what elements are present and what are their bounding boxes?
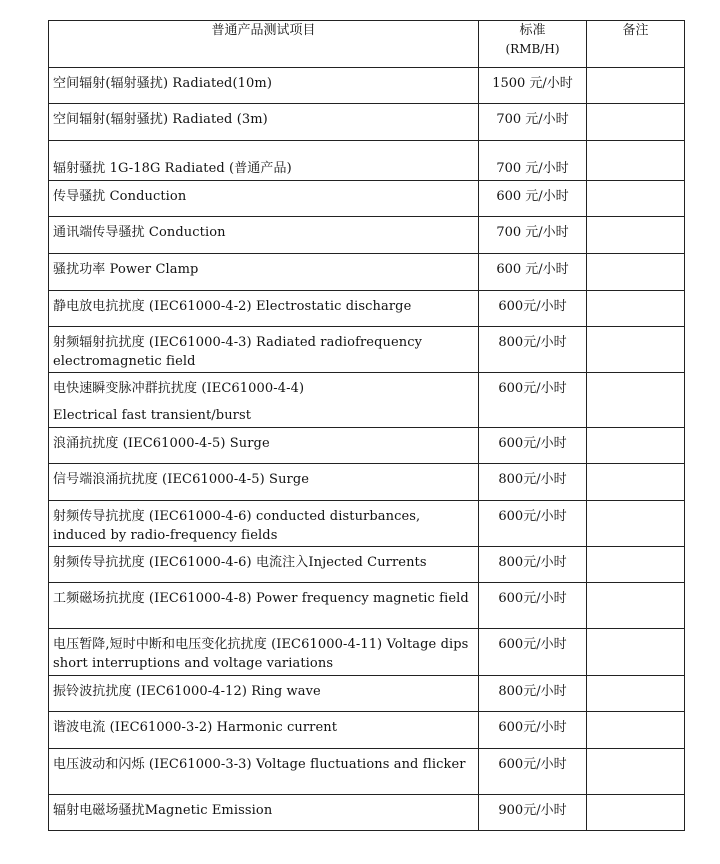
row-price: 700 元/小时 xyxy=(479,217,587,254)
row-note xyxy=(587,583,685,629)
row-note xyxy=(587,141,685,181)
table-row xyxy=(49,327,685,373)
row-price: 600 元/小时 xyxy=(479,254,587,291)
table-header-row xyxy=(49,21,685,68)
table-row xyxy=(49,373,685,428)
row-price: 600元/小时 xyxy=(479,749,587,795)
row-price: 600元/小时 xyxy=(479,583,587,629)
row-price: 1500 元/小时 xyxy=(479,68,587,104)
row-item: 传导骚扰 Conduction xyxy=(49,181,479,217)
row-price: 600元/小时 xyxy=(479,291,587,327)
header-item: 普通产品测试项目 xyxy=(49,21,479,68)
table-row xyxy=(49,428,685,464)
row-item: 骚扰功率 Power Clamp xyxy=(49,254,479,291)
row-item: 谐波电流 (IEC61000-3-2) Harmonic current xyxy=(49,712,479,749)
row-note xyxy=(587,104,685,141)
row-item: 工频磁场抗扰度 (IEC61000-4-8) Power frequency magnetic field xyxy=(49,583,479,629)
row-price: 600元/小时 xyxy=(479,629,587,676)
table-row xyxy=(49,104,685,141)
row-item: 射频传导抗扰度 (IEC61000-4-6) 电流注入Injected Currents xyxy=(49,547,479,583)
table-row xyxy=(49,501,685,547)
row-note xyxy=(587,749,685,795)
row-note xyxy=(587,291,685,327)
row-price: 700 元/小时 xyxy=(479,141,587,181)
row-note xyxy=(587,464,685,501)
table-row xyxy=(49,583,685,629)
table-row xyxy=(49,68,685,104)
row-note xyxy=(587,501,685,547)
table-row xyxy=(49,181,685,217)
row-price: 800元/小时 xyxy=(479,676,587,712)
row-note xyxy=(587,795,685,831)
row-item-line2: Electrical fast transient/burst xyxy=(53,408,252,423)
row-price: 600元/小时 xyxy=(479,712,587,749)
header-note: 备注 xyxy=(587,21,685,68)
row-item: 射频辐射抗扰度 (IEC61000-4-3) Radiated radiofrequency electromagnetic field xyxy=(49,327,479,373)
row-item xyxy=(49,373,479,428)
row-item-line1: 电快速瞬变脉冲群抗扰度 (IEC61000-4-4) xyxy=(53,381,305,396)
table-row xyxy=(49,629,685,676)
table-row xyxy=(49,749,685,795)
row-price: 600元/小时 xyxy=(479,428,587,464)
row-item: 射频传导抗扰度 (IEC61000-4-6) conducted disturbances, induced by radio-frequency fields xyxy=(49,501,479,547)
row-price: 900元/小时 xyxy=(479,795,587,831)
test-price-table xyxy=(48,20,685,831)
row-note xyxy=(587,547,685,583)
row-item: 通讯端传导骚扰 Conduction xyxy=(49,217,479,254)
row-note xyxy=(587,327,685,373)
table-row xyxy=(49,712,685,749)
row-item: 电压波动和闪烁 (IEC61000-3-3) Voltage fluctuations and flicker xyxy=(49,749,479,795)
row-price: 600 元/小时 xyxy=(479,181,587,217)
table-row xyxy=(49,547,685,583)
row-item: 浪涌抗扰度 (IEC61000-4-5) Surge xyxy=(49,428,479,464)
row-note xyxy=(587,676,685,712)
header-standard-label: 标准 xyxy=(519,23,546,38)
row-item: 振铃波抗扰度 (IEC61000-4-12) Ring wave xyxy=(49,676,479,712)
table-row xyxy=(49,254,685,291)
header-standard xyxy=(479,21,587,68)
row-note xyxy=(587,428,685,464)
row-note xyxy=(587,217,685,254)
row-item: 信号端浪涌抗扰度 (IEC61000-4-5) Surge xyxy=(49,464,479,501)
row-price: 800元/小时 xyxy=(479,547,587,583)
row-price: 600元/小时 xyxy=(479,501,587,547)
row-note xyxy=(587,373,685,428)
row-price: 600元/小时 xyxy=(479,373,587,428)
row-note xyxy=(587,181,685,217)
row-item: 辐射骚扰 1G-18G Radiated (普通产品) xyxy=(49,141,479,181)
row-item: 空间辐射(辐射骚扰) Radiated (3m) xyxy=(49,104,479,141)
row-item: 电压暂降,短时中断和电压变化抗扰度 (IEC61000-4-11) Voltage dips short interruptions and voltage variations xyxy=(49,629,479,676)
table-row xyxy=(49,676,685,712)
table-row xyxy=(49,464,685,501)
row-item: 空间辐射(辐射骚扰) Radiated(10m) xyxy=(49,68,479,104)
row-note xyxy=(587,712,685,749)
row-item: 辐射电磁场骚扰Magnetic Emission xyxy=(49,795,479,831)
row-note xyxy=(587,68,685,104)
row-note xyxy=(587,629,685,676)
header-standard-unit: (RMB/H) xyxy=(505,42,560,56)
table-row xyxy=(49,795,685,831)
row-note xyxy=(587,254,685,291)
table-row xyxy=(49,217,685,254)
table-row xyxy=(49,291,685,327)
row-item: 静电放电抗扰度 (IEC61000-4-2) Electrostatic discharge xyxy=(49,291,479,327)
row-price: 800元/小时 xyxy=(479,327,587,373)
row-price: 800元/小时 xyxy=(479,464,587,501)
row-price: 700 元/小时 xyxy=(479,104,587,141)
table-row xyxy=(49,141,685,181)
